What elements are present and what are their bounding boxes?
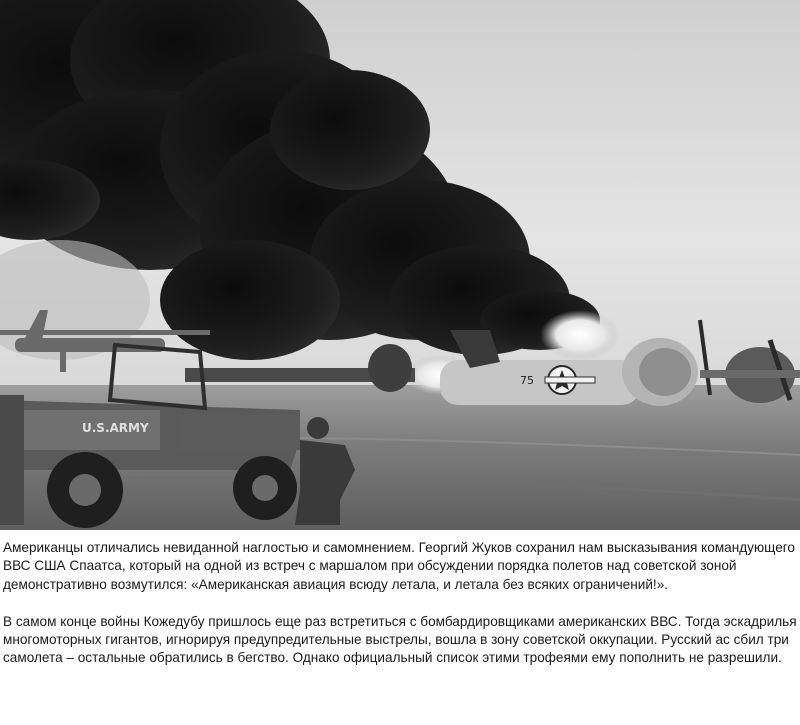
- article-text: [3, 539, 797, 668]
- paragraph-2: В самом конце войны Кожедубу пришлось еще раз встретиться с бомбардировщиками американских ВВС. Тогда эскадрилья многомоторных гигантов, игнорируя предупредительные выстрелы, вошла в зону советской оккупации. Русский ас сбил три самолета – остальные обратились в бегство. Однако официальный список этими трофеями ему пополнить не разрешили.: [3, 613, 797, 666]
- aircraft-number: 75: [520, 374, 534, 387]
- paragraph-1: Американцы отличались невиданной наглостью и самомнением. Георгий Жуков сохранил нам высказывания командующего ВВС США Спаатса, который на одной из встреч с маршалом при обсуждении порядка полетов над советской зоной демонстративно возмутился: «Американская авиация всюду летала, и летала без всяких ограничений!».: [3, 540, 795, 592]
- jeep-marking: U.S.ARMY: [82, 421, 149, 435]
- fire-glow: [540, 310, 620, 360]
